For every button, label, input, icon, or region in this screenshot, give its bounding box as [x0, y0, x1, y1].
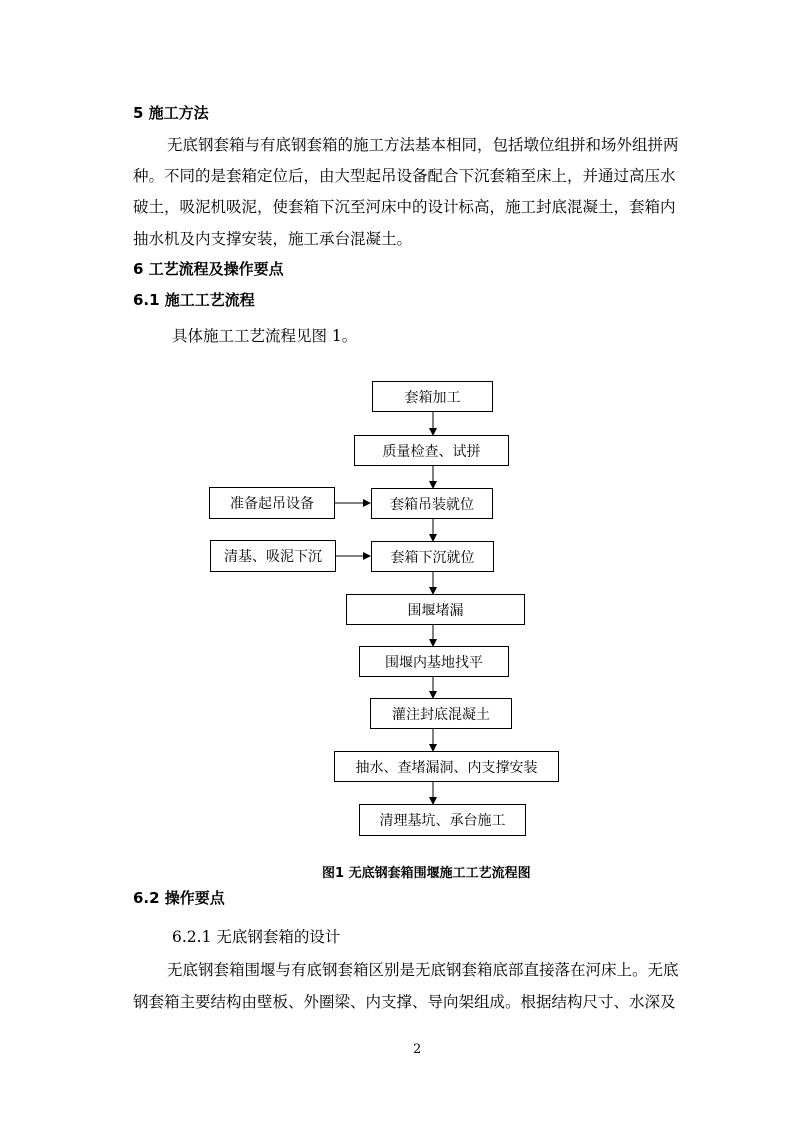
section-6-2-line-2: 钢套箱主要结构由壁板、外圈梁、内支撑、导向架组成。根据结构尺寸、水深及	[133, 993, 676, 1011]
flow-step-1: 套箱加工	[372, 381, 493, 412]
page-number: 2	[413, 1042, 422, 1057]
section-6-heading: 6 工艺流程及操作要点	[133, 260, 284, 278]
flow-step-5: 围堰堵漏	[346, 594, 525, 625]
section-5-line-2: 种。不同的是套箱定位后，由大型起吊设备配合下沉套箱至床上，并通过高压水	[133, 167, 676, 185]
section-5-line-1: 无底钢套箱与有底钢套箱的施工方法基本相同，包括墩位组拼和场外组拼两	[167, 136, 679, 154]
section-6-1-heading: 6.1 施工工艺流程	[133, 291, 255, 309]
flow-side-step-2: 清基、吸泥下沉	[210, 540, 336, 572]
flow-step-2: 质量检查、试拼	[354, 435, 509, 466]
flow-side-step-1: 准备起吊设备	[209, 487, 335, 519]
flow-step-8: 抽水、查堵漏洞、内支撑安装	[334, 751, 559, 782]
flow-step-6: 围堰内基地找平	[359, 646, 509, 677]
flow-step-9: 清理基坑、承台施工	[359, 804, 526, 836]
section-6-1-text: 具体施工工艺流程见图 1。	[172, 327, 358, 345]
flow-step-3: 套箱吊装就位	[371, 488, 493, 519]
section-5-heading: 5 施工方法	[133, 104, 209, 122]
section-5-line-4: 抽水机及内支撑安装，施工承台混凝土。	[133, 230, 413, 248]
section-6-2-1-heading: 6.2.1 无底钢套箱的设计	[172, 928, 341, 946]
section-6-2-line-1: 无底钢套箱围堰与有底钢套箱区别是无底钢套箱底部直接落在河床上。无底	[167, 961, 679, 979]
flow-step-4: 套箱下沉就位	[371, 541, 494, 572]
section-5-line-3: 破土，吸泥机吸泥，使套箱下沉至河床中的设计标高，施工封底混凝土，套箱内	[133, 198, 676, 216]
flow-step-7: 灌注封底混凝土	[370, 698, 512, 729]
section-6-2-heading: 6.2 操作要点	[133, 889, 225, 907]
figure-caption: 图1 无底钢套箱围堰施工工艺流程图	[322, 866, 531, 881]
